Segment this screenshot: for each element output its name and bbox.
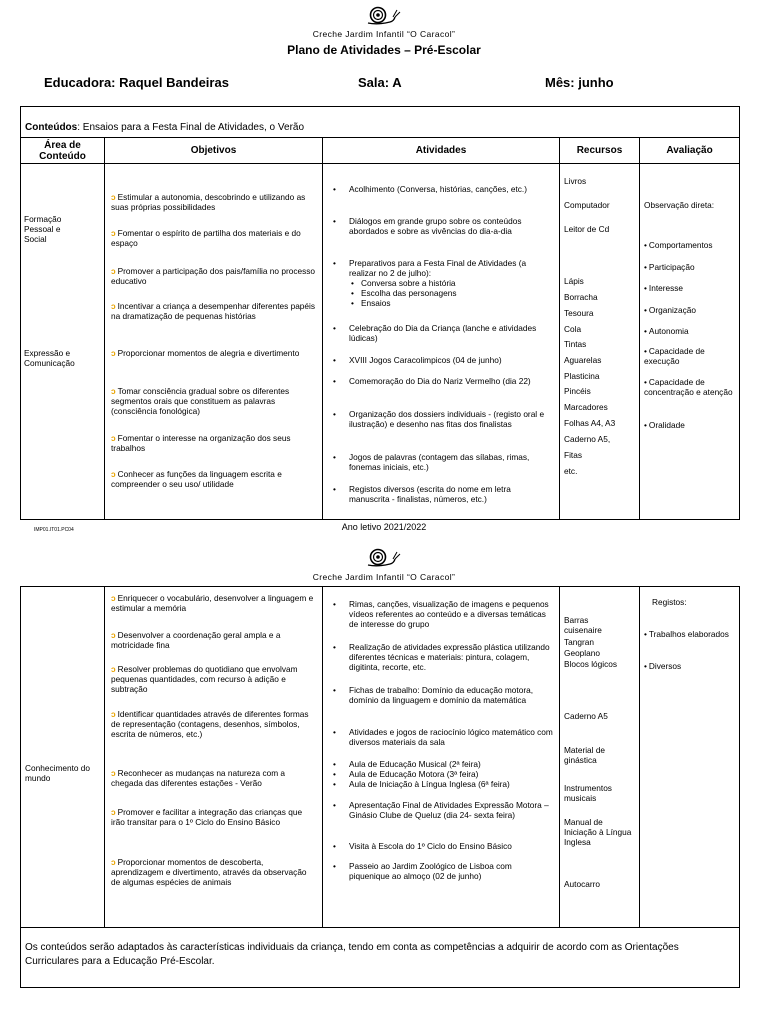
plan-table-page2 — [20, 586, 740, 988]
recurso-item: Tangran — [564, 637, 594, 647]
header-objetivos: Objetivos — [105, 138, 323, 164]
spiral-icon: ↄ — [111, 228, 116, 238]
atividades-cell — [323, 164, 560, 520]
avaliacao-title: Observação direta: — [644, 200, 715, 210]
objetivo-item: ↄ Resolver problemas do quotidiano que envolvam pequenas quantidades, com recurso à adição e subtração — [111, 664, 298, 694]
objetivo-item: ↄ Enriquecer o vocabulário, desenvolver a linguagem e estimular a memória — [111, 593, 314, 613]
recurso-item: Plasticina — [564, 371, 600, 381]
avaliacao-cell — [640, 587, 740, 928]
area-cell — [21, 587, 105, 928]
header-atividades: Atividades — [323, 138, 560, 164]
school-name: Creche Jardim Infantil “O Caracol” — [312, 29, 456, 39]
atividade-item: • Comemoração do Dia do Nariz Vermelho (dia 22) — [333, 376, 531, 386]
atividade-item: • Registos diversos (escrita do nome em letra manuscrita - finalistas, números, etc.) — [333, 484, 511, 504]
avaliacao-item: • Interesse — [644, 283, 684, 293]
conteudos-label: Conteúdos — [25, 122, 78, 133]
sub-atividade: • Ensaios — [351, 298, 391, 308]
avaliacao-item: • Capacidade de execução — [644, 346, 705, 366]
spiral-icon: ↄ — [111, 386, 116, 396]
area-formacao: Formação Pessoal e Social — [24, 214, 62, 244]
snail-logo — [0, 4, 768, 28]
spiral-icon: ↄ — [111, 593, 116, 603]
objetivos-cell — [105, 587, 323, 928]
recurso-item: Livros — [564, 176, 587, 186]
educadora-label: Educadora: Raquel Bandeiras — [44, 75, 229, 90]
recurso-item: Caderno A5, — [564, 434, 611, 444]
avaliacao-item: • Comportamentos — [644, 240, 713, 250]
atividade-item: • Passeio ao Jardim Zoológico de Lisboa com piquenique ao almoço (02 de junho) — [333, 861, 512, 881]
atividades-cell — [323, 587, 560, 928]
atividade-item: • Organização dos dossiers individuais - (registo oral e ilustração) e desenho nas fitas dos finalistas — [333, 409, 545, 429]
conteudos-row — [21, 107, 740, 138]
recurso-item: Instrumentos musicais — [564, 783, 612, 803]
spiral-icon: ↄ — [111, 433, 116, 443]
avaliacao-item: • Diversos — [644, 661, 682, 671]
recurso-item: Folhas A4, A3 — [564, 418, 616, 428]
mes-label: Mês: junho — [545, 75, 614, 90]
atividade-item: • Aula de Educação Motora (3ª feira) — [333, 769, 479, 779]
avaliacao-item: • Autonomia — [644, 326, 689, 336]
avaliacao-item: • Oralidade — [644, 420, 685, 430]
recurso-item: Geoplano — [564, 648, 600, 658]
header-avaliacao: Avaliação — [640, 138, 740, 164]
avaliacao-title: Registos: — [652, 597, 687, 607]
sala-label: Sala: A — [358, 75, 402, 90]
atividade-item: • XVIII Jogos Caracolimpicos (04 de junho) — [333, 355, 502, 365]
objetivos-cell — [105, 164, 323, 520]
atividade-item: • Aula de Iniciação à Língua Inglesa (6ª feira) — [333, 779, 510, 789]
recurso-item: Caderno A5 — [564, 711, 608, 721]
objetivo-item: ↄ Tomar consciência gradual sobre os diferentes segmentos orais que constituem as palavras (consciência fonológica) — [111, 386, 290, 416]
atividade-item: • Acolhimento (Conversa, histórias, canções, etc.) — [333, 184, 527, 194]
recurso-item: Marcadores — [564, 402, 608, 412]
area-cell — [21, 164, 105, 520]
recursos-cell — [560, 587, 640, 928]
objetivo-item: ↄ Conhecer as funções da linguagem escrita e compreender o seu uso/ utilidade — [111, 469, 282, 489]
objetivo-item: ↄ Fomentar o espírito de partilha dos materiais e do espaço — [111, 228, 301, 248]
sub-atividade: • Escolha das personagens — [351, 288, 457, 298]
objetivo-item: ↄ Identificar quantidades através de diferentes formas de representação (contagens, desenhos, símbolos, escrita de números, etc.) — [111, 709, 309, 739]
atividade-item: • Atividades e jogos de raciocínio lógico matemático com diversos materiais da sala — [333, 727, 553, 747]
objetivo-item: ↄ Proporcionar momentos de descoberta, aprendizagem e divertimento, através da observação de algumas espécies de animais — [111, 857, 307, 887]
recurso-item: Computador — [564, 200, 610, 210]
spiral-icon: ↄ — [111, 807, 116, 817]
nota-text: Os conteúdos serão adaptados às características individuais da criança, tendo em conta as competências a adquirir de acordo com as Orientações Curriculares para a Educação Pré-Escolar. — [25, 941, 679, 967]
avaliacao-item: • Trabalhos elaborados — [644, 629, 729, 639]
atividade-item: • Jogos de palavras (contagem das sílabas, rimas, fonemas iniciais, etc.) — [333, 452, 530, 472]
objetivo-item: ↄ Reconhecer as mudanças na natureza com a chegada das diferentes estações - Verão — [111, 768, 286, 788]
avaliacao-cell — [640, 164, 740, 520]
header-recursos: Recursos — [560, 138, 640, 164]
recurso-item: Material de ginástica — [564, 745, 606, 765]
snail-logo — [0, 546, 768, 570]
recursos-cell — [560, 164, 640, 520]
nota-row — [21, 928, 740, 988]
spiral-icon: ↄ — [111, 857, 116, 867]
recurso-item: Fitas — [564, 450, 582, 460]
footer-code: IMP01.IT01.PC04 — [34, 527, 74, 533]
area-conhecimento: Conhecimento do mundo — [25, 763, 91, 783]
atividade-item: • Diálogos em grande grupo sobre os conteúdos abordados e sobre as vivências do dia-a-dia — [333, 216, 522, 236]
recurso-item: Cola — [564, 324, 582, 334]
objetivo-item: ↄ Fomentar o interesse na organização dos seus trabalhos — [111, 433, 291, 453]
spiral-icon: ↄ — [111, 301, 116, 311]
atividade-item: • Celebração do Dia da Criança (lanche e atividades lúdicas) — [333, 323, 537, 343]
objetivo-item: ↄ Promover a participação dos pais/família no processo educativo — [111, 266, 316, 286]
recurso-item: Autocarro — [564, 879, 600, 889]
plan-table-page1 — [20, 106, 740, 520]
recurso-item: Manual de Iniciação à Língua Inglesa — [564, 817, 632, 847]
spiral-icon: ↄ — [111, 469, 116, 479]
sub-atividade: • Conversa sobre a história — [351, 278, 456, 288]
recurso-item: Blocos lógicos — [564, 659, 618, 669]
objetivo-item: ↄ Estimular a autonomia, descobrindo e utilizando as suas próprias possibilidades — [111, 192, 306, 212]
avaliacao-item: • Organização — [644, 305, 696, 315]
spiral-icon: ↄ — [111, 630, 116, 640]
school-name: Creche Jardim Infantil “O Caracol” — [312, 572, 456, 582]
atividade-item: • Aula de Educação Musical (2ª feira) — [333, 759, 481, 769]
atividade-item: • Visita à Escola do 1º Ciclo do Ensino Básico — [333, 841, 512, 851]
header-area: Área de Conteúdo — [21, 138, 105, 164]
recurso-item: Borracha — [564, 292, 598, 302]
avaliacao-item: • Participação — [644, 262, 695, 272]
recurso-item: Leitor de Cd — [564, 224, 610, 234]
recurso-item: Barras cuisenaire — [564, 615, 602, 635]
recurso-item: Aguarelas — [564, 355, 602, 365]
atividade-item: • Rimas, canções, visualização de imagens e pequenos vídeos referentes ao conteúdo e a diversas temáticas de interesse do grupo — [333, 599, 549, 629]
objetivo-item: ↄ Promover e facilitar a integração das crianças que irão transitar para o 1º Ciclo do Ensino Básico — [111, 807, 303, 827]
objetivo-item: ↄ Incentivar a criança a desempenhar diferentes papéis na dramatização de pequenas histórias — [111, 301, 316, 321]
area-expressao: Expressão e Comunicação — [24, 348, 75, 368]
spiral-icon: ↄ — [111, 266, 116, 276]
recurso-item: etc. — [564, 466, 578, 476]
atividade-item: • Apresentação Final de Atividades Expressão Motora – Ginásio Clube de Queluz (dia 24- sexta feira) — [333, 800, 549, 820]
atividade-item: • Preparativos para a Festa Final de Atividades (a realizar no 2 de julho): • Conversa sobre a história • Escolha das personagens • Ensaios — [323, 258, 559, 308]
objetivo-item: ↄ Proporcionar momentos de alegria e divertimento — [111, 348, 300, 358]
recurso-item: Pincéis — [564, 386, 591, 396]
recurso-item: Lápis — [564, 276, 584, 286]
ano-letivo: Ano letivo 2021/2022 — [341, 522, 427, 532]
avaliacao-item: • Capacidade de concentração e atenção — [644, 377, 733, 397]
recurso-item: Tesoura — [564, 308, 594, 318]
atividade-item: • Realização de atividades expressão plástica utilizando diferentes técnicas e materiais: pintura, colagem, digitinta, recorte, etc. — [333, 642, 550, 672]
atividade-item: • Fichas de trabalho: Domínio da educação motora, domínio da linguagem e domínio da matemática — [333, 685, 534, 705]
spiral-icon: ↄ — [111, 192, 116, 202]
page-title: Plano de Atividades – Pré-Escolar — [287, 43, 481, 57]
recurso-item: Tintas — [564, 339, 587, 349]
objetivo-item: ↄ Desenvolver a coordenação geral ampla e a motricidade fina — [111, 630, 281, 650]
conteudos-text: : Ensaios para a Festa Final de Atividades, o Verão — [77, 122, 305, 133]
spiral-icon: ↄ — [111, 768, 116, 778]
spiral-icon: ↄ — [111, 348, 116, 358]
spiral-icon: ↄ — [111, 709, 116, 719]
spiral-icon: ↄ — [111, 664, 116, 674]
